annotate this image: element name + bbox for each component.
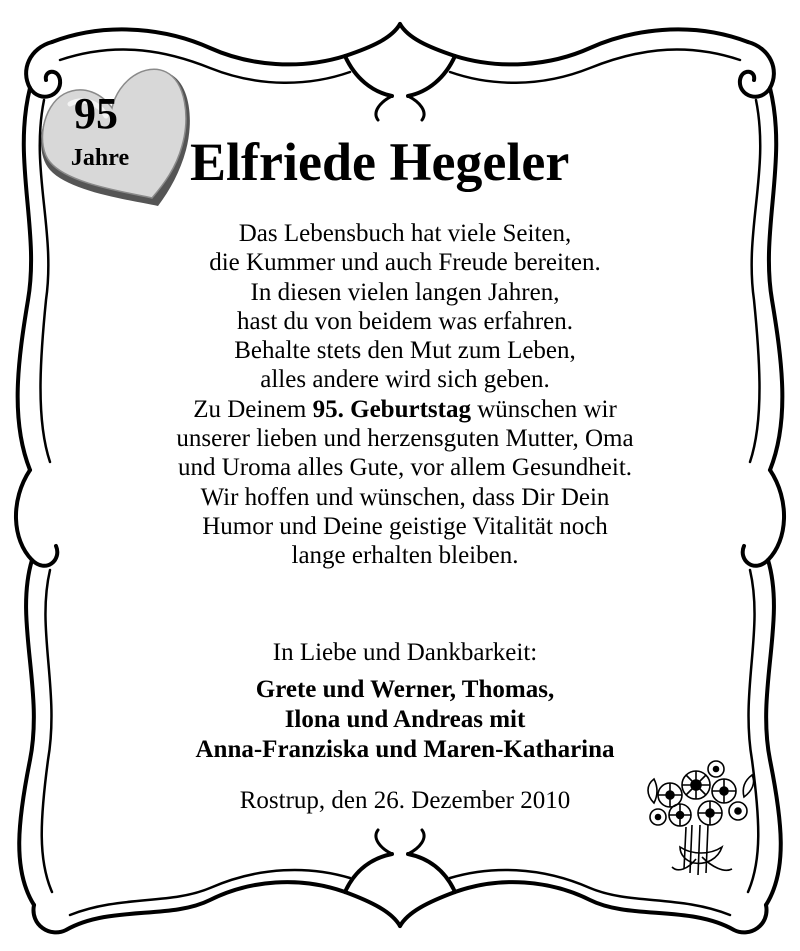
dateline: Rostrup, den 26. Dezember 2010 [239, 787, 571, 814]
poem-line: Behalte stets den Mut zum Leben, [234, 337, 576, 365]
wish-line: und Uroma alles Gute, vor allem Gesundheit. [177, 454, 633, 482]
signer-line: Ilona und Andreas mit [284, 706, 526, 733]
poem-line: alles andere wird sich geben. [260, 366, 550, 394]
signers-block [110, 675, 700, 765]
heart-unit: Jahre [70, 145, 130, 171]
poem-line: die Kummer und auch Freude bereiten. [209, 249, 601, 277]
poem-line: hast du von beidem was erfahren. [237, 307, 573, 335]
signer-line: Anna-Franziska und Maren-Katharina [195, 736, 615, 763]
poem-line: Das Lebensbuch hat viele Seiten, [238, 220, 572, 247]
wish-after: wünschen wir [470, 395, 617, 423]
poem-block [110, 219, 700, 571]
signer-line: Grete und Werner, Thomas, [255, 676, 555, 703]
flower-bouquet-icon [640, 755, 760, 885]
heart-number: 95 [74, 89, 118, 138]
wish-line: unserer lieben und herzensguten Mutter, Oma [176, 425, 634, 453]
birthday-emphasis: 95. Geburtstag [312, 395, 471, 423]
wish-first-line [110, 395, 700, 424]
wish-line: lange erhalten bleiben. [291, 542, 519, 570]
wish-line: Humor und Deine geistige Vitalität noch [202, 512, 608, 540]
poem-line: In diesen vielen langen Jahren, [250, 278, 560, 306]
wish-line: Wir hoffen und wünschen, dass Dir Dein [200, 483, 610, 511]
wish-before: Zu Deinem [193, 395, 313, 423]
closing-line: In Liebe und Dankbarkeit: [272, 639, 538, 666]
page-title: Elfriede Hegeler [190, 132, 570, 192]
